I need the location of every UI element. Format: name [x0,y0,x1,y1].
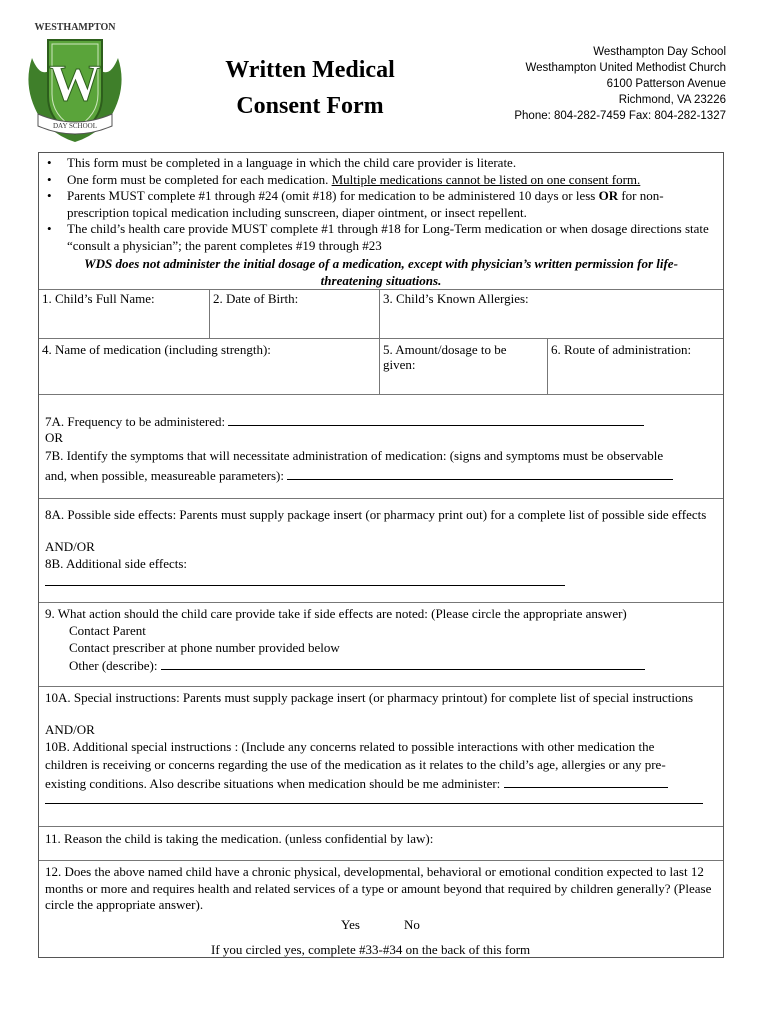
address-line: Phone: 804-282-7459 Fax: 804-282-1327 [514,110,726,122]
reason-field[interactable]: 11. Reason the child is taking the medication. (unless confidential by law): [45,831,434,846]
row-child-info [39,289,723,339]
instruction-item: • Parents MUST complete #1 through #24 (omit #18) for medication to be administered 10 days or less OR for non-prescription topical medication including sunscreen, diaper ointment, or insect repellent. [67,188,709,221]
route-field[interactable]: 6. Route of administration: [547,339,723,394]
instructions-section [39,153,723,289]
row-frequency [39,395,723,499]
form-title-line1: Written Medical [225,57,395,83]
option-contact-prescriber[interactable]: Contact prescriber at phone number provided below [69,640,340,655]
additional-instructions-line2: children is receiving or concerns regarding the use of the medication as it relates to the child’s age, allergies or any pre- [45,757,666,772]
child-name-field[interactable]: 1. Child’s Full Name: [42,291,155,306]
andor-label: AND/OR [45,539,95,554]
additional-instructions-field[interactable]: existing conditions. Also describe situations when medication should be me administer: [45,775,715,793]
side-effects-label: 8A. Possible side effects: Parents must supply package insert (or pharmacy print out) for a complete list of possible side effects [45,507,707,522]
instructions-list [67,155,709,254]
side-effect-action-label: 9. What action should the child care provide take if side effects are noted: (Please circle the appropriate answer) [45,606,627,621]
side-effects-line[interactable] [45,585,565,586]
logo-letter: W [49,55,101,112]
andor-label: AND/OR [45,722,95,737]
or-label: OR [45,430,64,445]
dosage-warning: WDS does not administer the initial dosage of a medication, except with physician’s written permission for life-threatening situations. [84,256,678,288]
symptoms-label: 7B. Identify the symptoms that will necessitate administration of medication: (signs and symptoms must be observable [45,448,664,463]
answer-no[interactable]: No [404,917,420,932]
instruction-item: • The child’s health care provide MUST complete #1 through #18 for Long-Term medication or when dosage directions state “consult a physician”; the parent completes #19 through #23 [67,221,709,254]
address-line: Richmond, VA 23226 [618,94,726,106]
additional-side-effects-label: 8B. Additional side effects: [45,556,188,571]
address-line: Westhampton Day School [593,46,726,58]
address-line: Westhampton United Methodist Church [525,62,726,74]
row-chronic-condition [39,861,723,957]
row-side-effects [39,499,723,603]
dosage-field[interactable]: 5. Amount/dosage to be given: [379,339,547,394]
date-of-birth-field[interactable]: 2. Date of Birth: [209,290,379,338]
instruction-item: • One form must be completed for each medication. Multiple medications cannot be listed on one consent form. [67,172,709,189]
form-title [205,52,415,124]
row-side-effect-action [39,603,723,687]
row-medication-info [39,339,723,395]
row-reason [39,827,723,861]
westhampton-logo [20,18,130,148]
form-title-line2: Consent Form [236,93,384,119]
chronic-followup-note: If you circled yes, complete #33-#34 on the back of this form [211,942,531,957]
logo-top-text: WESTHAMPTON [34,22,116,33]
option-other-field[interactable]: Other (describe): [69,657,715,675]
additional-instructions-line1: 10B. Additional special instructions : (Include any concerns related to possible interactions with other medication the [45,739,655,754]
address-line: 6100 Patterson Avenue [606,78,726,90]
row-special-instructions [39,687,723,827]
symptoms-field[interactable]: and, when possible, measureable parameters): [45,467,715,485]
answer-yes[interactable]: Yes [341,917,360,932]
instructions-line[interactable] [45,803,703,804]
frequency-field[interactable]: 7A. Frequency to be administered: [45,413,715,431]
instruction-item: • This form must be completed in a language in which the child care provider is literate. [67,155,709,172]
medication-name-field[interactable]: 4. Name of medication (including strength): [42,342,271,357]
chronic-condition-label: 12. Does the above named child have a chronic physical, developmental, behavioral or emotional condition expected to last 12 months or more and requires health and related services of a type or amount beyond that required by children generally? (Please circle the appropriate answer). [45,864,712,912]
option-contact-parent[interactable]: Contact Parent [69,623,146,638]
logo-banner-text: DAY SCHOOL [52,122,98,130]
special-instructions-label: 10A. Special instructions: Parents must supply package insert (or pharmacy printout) for complete list of special instructions [45,690,694,705]
known-allergies-field[interactable]: 3. Child’s Known Allergies: [379,290,723,338]
consent-form [38,152,724,958]
school-address [514,44,726,124]
